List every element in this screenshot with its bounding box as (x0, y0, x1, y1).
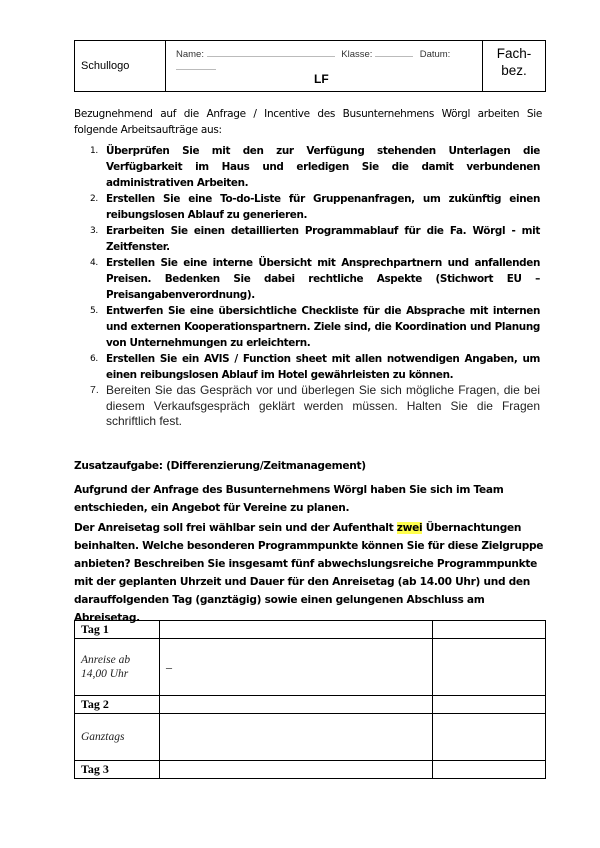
table-cell[interactable] (160, 639, 433, 696)
table-cell[interactable] (433, 696, 546, 714)
table-cell[interactable] (433, 714, 546, 761)
anreise-cell: Anreise ab 14,00 Uhr (75, 639, 160, 696)
table-cell[interactable] (433, 621, 546, 639)
task-list (84, 143, 540, 430)
subject-code-line1: Fach- (496, 46, 532, 61)
ganztags-cell: Ganztags (75, 714, 160, 761)
task-item: 6. Erstellen Sie ein AVIS / Function sheet mit allen notwendigen Angaben, um einen reibungslosen Ablauf im Hotel gewährleisten zu können. (90, 353, 540, 381)
intro-text: Bezugnehmend auf die Anfrage / Incentive des Busunternehmens Wörgl arbeiten Sie folgende Arbeitsaufträge aus: (74, 108, 542, 136)
subject-code-line2: bez. (501, 63, 527, 78)
table-cell[interactable] (160, 621, 433, 639)
header-table (74, 40, 546, 92)
dash-entry: – (166, 659, 172, 674)
task-item: 3. Erarbeiten Sie einen detaillierten Programmablauf für die Fa. Wörgl - mit Zeitfenster. (90, 225, 540, 253)
table-cell[interactable] (433, 639, 546, 696)
table-cell[interactable] (160, 714, 433, 761)
highlight-zwei: zwei (396, 522, 423, 534)
task-item: 7. Bereiten Sie das Gespräch vor und überlegen Sie sich mögliche Fragen, die bei diesem Verkaufsgespräch geklärt werden müssen. Halten Sie die Fragen schriftlich fest. (90, 383, 540, 428)
program-table (74, 620, 546, 779)
school-logo-cell (75, 41, 166, 92)
subject-label: LF (314, 72, 329, 86)
klasse-label: Klasse: (341, 49, 373, 60)
klasse-field[interactable] (375, 47, 413, 57)
datum-field[interactable] (176, 60, 216, 70)
table-cell[interactable] (160, 761, 433, 779)
name-field[interactable] (207, 47, 335, 57)
tag1-cell: Tag 1 (75, 621, 160, 639)
task-item: 1. Überprüfen Sie mit den zur Verfügung stehenden Unterlagen die Verfügbarkeit im Haus und erledigen Sie die damit verbundenen administrativen Arbeiten. (90, 145, 540, 189)
zusatz-para1: Aufgrund der Anfrage des Busunternehmens Wörgl haben Sie sich im Team entschieden, ein Angebot für Vereine zu planen. (74, 484, 504, 514)
task-item: 2. Erstellen Sie eine To-do-Liste für Gruppenanfragen, um zukünftig einen reibungslosen Ablauf zu generieren. (90, 193, 540, 221)
subject-code-cell (483, 41, 546, 92)
name-label: Name: (176, 49, 204, 60)
table-cell[interactable] (433, 761, 546, 779)
school-logo-label: Schullogo (81, 60, 130, 72)
tag3-cell: Tag 3 (75, 761, 160, 779)
table-cell[interactable] (160, 696, 433, 714)
datum-label: Datum: (419, 49, 451, 60)
zusatz-heading: Zusatzaufgabe: (Differenzierung/Zeitmanagement) (74, 460, 366, 472)
tag2-cell: Tag 2 (75, 696, 160, 714)
task-item: 4. Erstellen Sie eine interne Übersicht mit Ansprechpartnern und anfallenden Preisen. Bedenken Sie dabei rechtliche Aspekte (Stichwort EU – Preisangabenverordnung). (90, 257, 540, 301)
zusatz-para2: Der Anreisetag soll frei wählbar sein und der Aufenthalt zwei Übernachtungen beinhalten. Welche besonderen Programmpunkte können Sie für diese Zielgruppe anbieten? Beschreiben Sie insgesamt fünf abwechslungsreiche Programmpunkte mit der geplanten Uhrzeit und Dauer für den Anreisetag (ab 14.00 Uhr) und den darauffolgenden Tag (ganztägig) sowie einen gelungenen Abschluss am Abreisetag. (74, 522, 544, 624)
student-info-cell (166, 41, 483, 92)
task-item: 5. Entwerfen Sie eine übersichtliche Checkliste für die Absprache mit internen und externen Kooperationspartnern. Ziele sind, die Koordination und Planung von Unternehmungen zu erleichtern. (90, 305, 540, 349)
